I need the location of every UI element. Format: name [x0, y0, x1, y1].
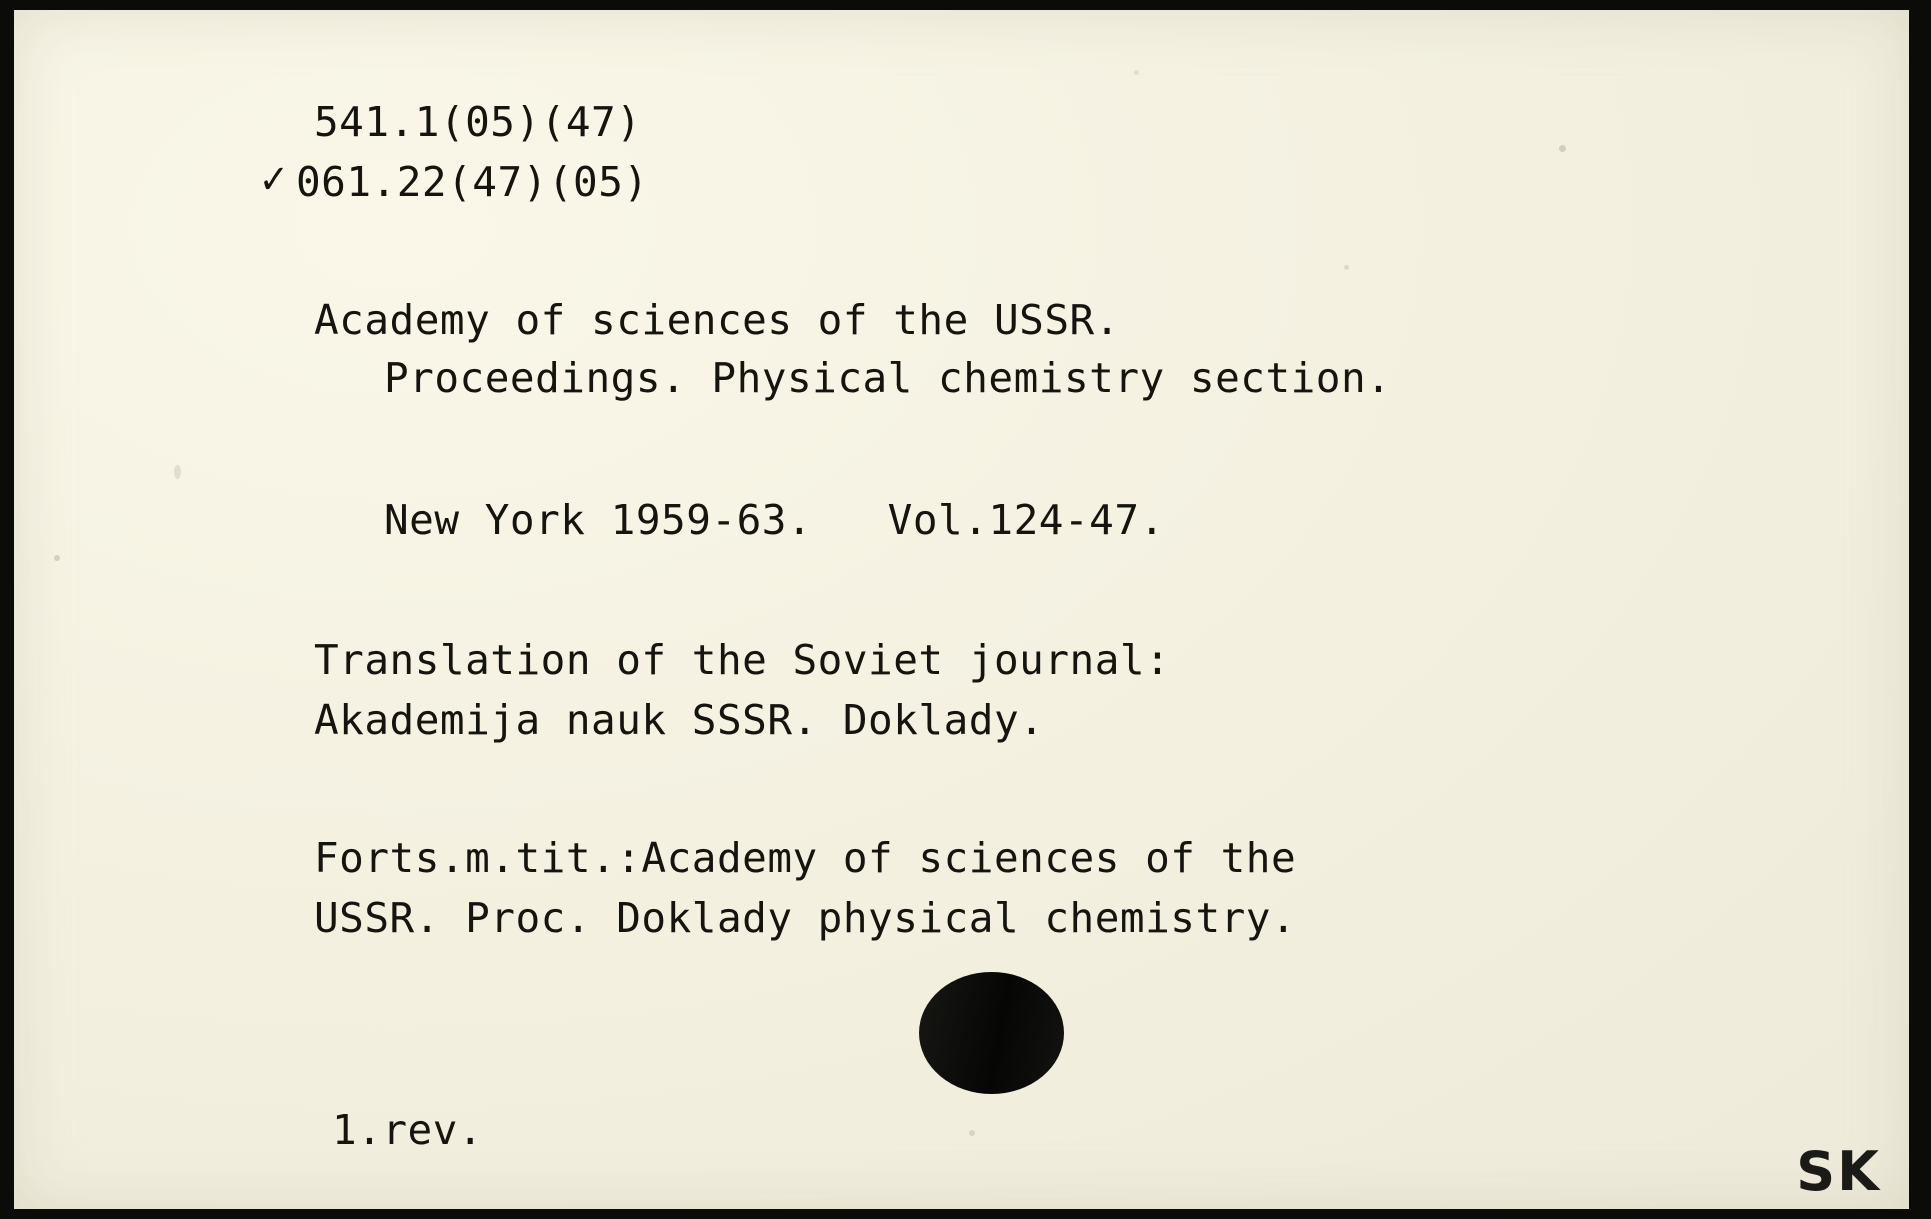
- catalogue-card: [14, 10, 1909, 1209]
- title-line-1: Academy of sciences of the USSR.: [314, 296, 1120, 344]
- tracing-line: 1.rev.: [332, 1106, 484, 1154]
- continuation-note-line-2: USSR. Proc. Doklady physical chemistry.: [314, 894, 1297, 942]
- continuation-note-line-1: Forts.m.tit.:Academy of sciences of the: [314, 834, 1297, 882]
- imprint-line: New York 1959-63. Vol.124-47.: [384, 496, 1165, 544]
- translation-note-line-1: Translation of the Soviet journal:: [314, 636, 1171, 684]
- title-line-2: Proceedings. Physical chemistry section.: [384, 354, 1392, 402]
- punch-hole: [919, 972, 1064, 1094]
- check-mark-glyph: ✓: [258, 157, 290, 203]
- call-number-line-2: 061.22(47)(05): [296, 158, 649, 206]
- translation-note-line-2: Akademija nauk SSSR. Doklady.: [314, 696, 1045, 744]
- library-stamp: SK: [1796, 1140, 1881, 1203]
- call-number-line-1: 541.1(05)(47): [314, 98, 642, 146]
